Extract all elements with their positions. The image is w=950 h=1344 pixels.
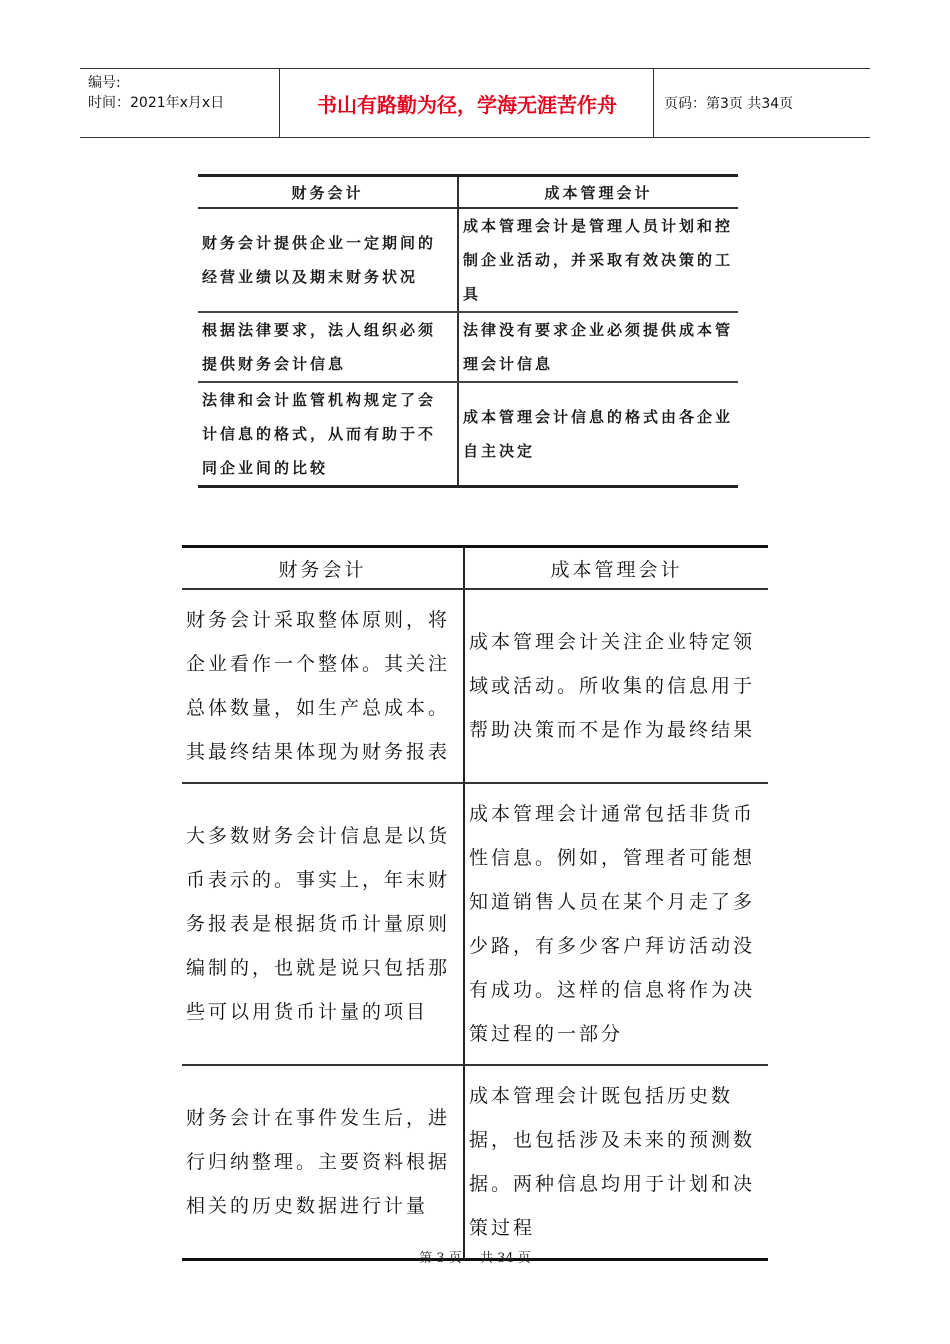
number-label: 编号: [88, 75, 121, 91]
column-header: 财务会计 [182, 547, 464, 590]
table-cell: 根据法律要求，法人组织必须提供财务会计信息 [198, 312, 458, 382]
table-cell: 法律和会计监管机构规定了会计信息的格式，从而有助于不同企业间的比较 [198, 382, 458, 487]
column-header: 财务会计 [198, 176, 458, 209]
table-cell: 财务会计在事件发生后，进行归纳整理。主要资料根据相关的历史数据进行计量 [182, 1065, 464, 1260]
table-row [198, 382, 738, 487]
header-motto: 书山有路勤为径，学海无涯苦作舟 [281, 69, 654, 137]
column-header: 成本管理会计 [464, 547, 768, 590]
table-row [182, 783, 768, 1065]
table-cell: 成本管理会计信息的格式由各企业自主决定 [458, 382, 738, 487]
document-header [80, 68, 870, 138]
table-cell: 财务会计采取整体原则，将企业看作一个整体。其关注总体数量，如生产总成本。其最终结果体现为财务报表 [182, 589, 464, 783]
table-cell: 成本管理会计关注企业特定领域或活动。所收集的信息用于帮助决策而不是作为最终结果 [464, 589, 768, 783]
table-cell: 法律没有要求企业必须提供成本管理会计信息 [458, 312, 738, 382]
table-cell: 成本管理会计是管理人员计划和控制企业活动，并采取有效决策的工具 [458, 208, 738, 312]
table-header-row [198, 176, 738, 209]
table-row [198, 312, 738, 382]
table-header-row [182, 547, 768, 590]
table-row [198, 208, 738, 312]
column-header: 成本管理会计 [458, 176, 738, 209]
table-cell: 大多数财务会计信息是以货币表示的。事实上，年末财务报表是根据货币计量原则编制的，也就是说只包括那些可以用货币计量的项目 [182, 783, 464, 1065]
table-cell: 财务会计提供企业一定期间的经营业绩以及期末财务状况 [198, 208, 458, 312]
time-label: 时间：2021年x月x日 [88, 95, 225, 111]
table-cell: 成本管理会计既包括历史数据，也包括涉及未来的预测数据。两种信息均用于计划和决策过程 [464, 1065, 768, 1260]
footer-page-current: 第 3 页 [419, 1251, 462, 1266]
comparison-table-1 [198, 174, 738, 488]
header-page-info: 页码：第3页 共34页 [664, 96, 794, 112]
header-meta [80, 69, 280, 137]
table-row [182, 1065, 768, 1260]
page-footer [0, 1247, 950, 1266]
footer-page-total: 共 34 页 [479, 1251, 531, 1266]
comparison-table-2 [182, 545, 768, 1261]
table-cell: 成本管理会计通常包括非货币性信息。例如，管理者可能想知道销售人员在某个月走了多少路，有多少客户拜访活动没有成功。这样的信息将作为决策过程的一部分 [464, 783, 768, 1065]
table-row [182, 589, 768, 783]
